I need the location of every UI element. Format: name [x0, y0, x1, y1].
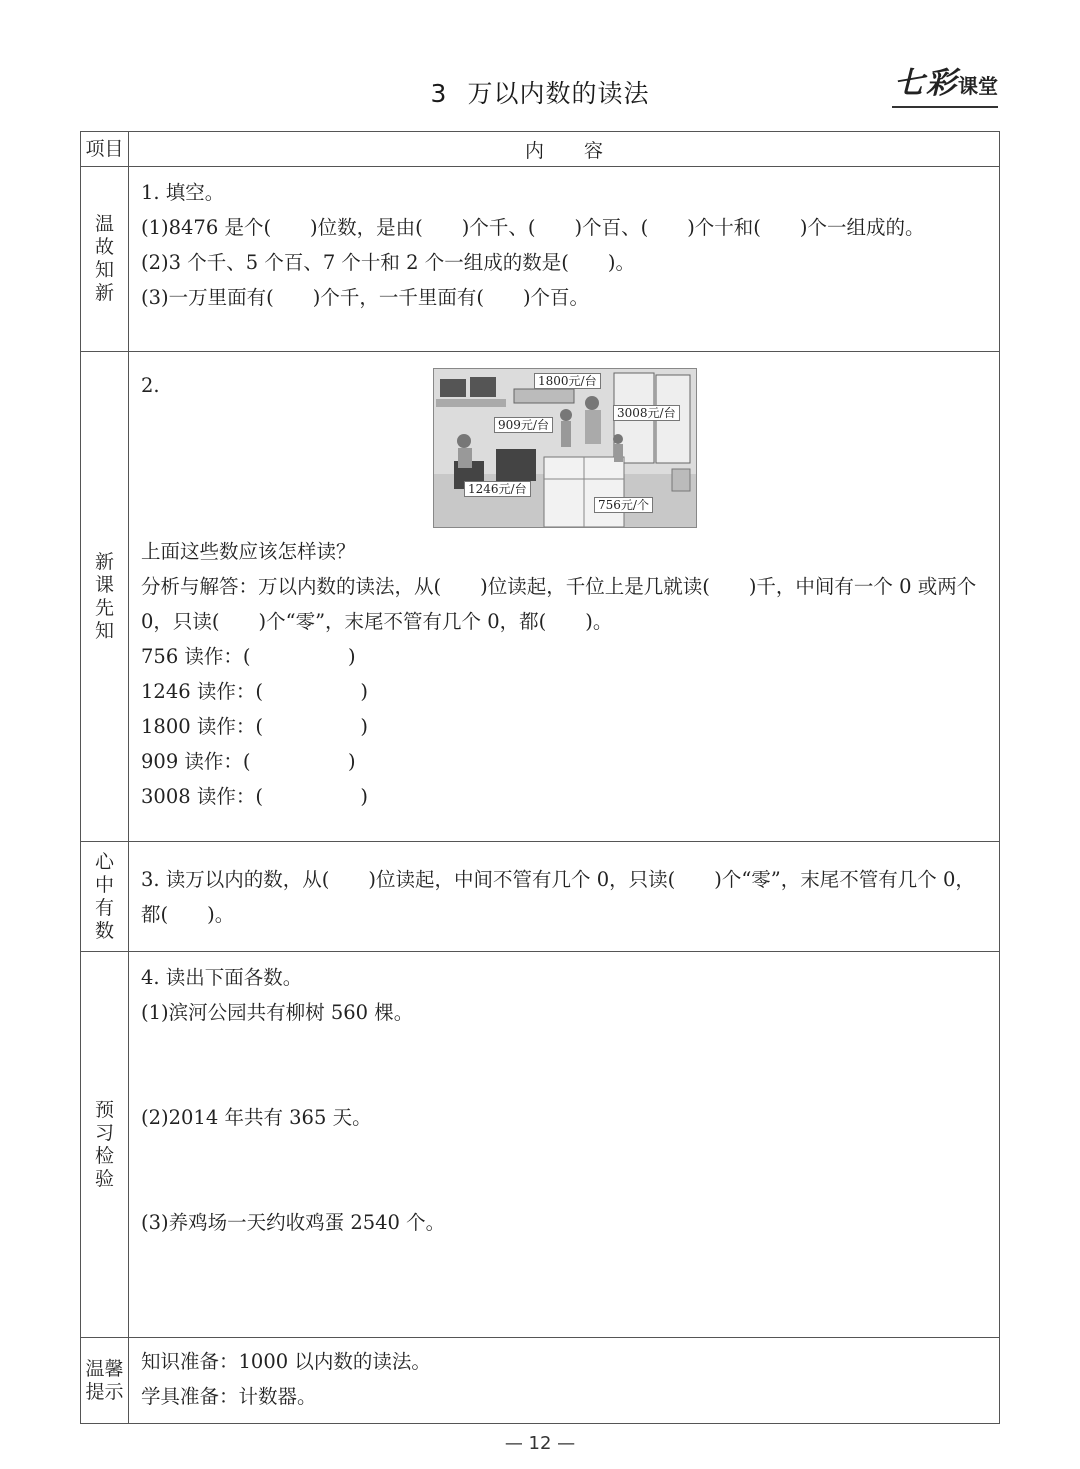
brand-main: 七彩 — [894, 66, 958, 101]
q2-analysis: 分析与解答：万以内数的读法，从( )位读起，千位上是几就读( )千，中间有一个 0 或两个 0，只读( )个“零”，末尾不管有几个 0，都( )。 — [141, 575, 977, 633]
price-label-3008: 3008元/台 — [613, 405, 680, 421]
read-1246: 1246 读作：( ) — [141, 680, 369, 703]
row-new-lesson: 新课先知 2. 1800元/台 3008元/台 909元/台 1246元/台 756元/个 上面这些数应该怎样读？ 分析与解答：万以内数的读法，从( )位读起，千位上是几就读( )千，中间有一个 0 或两个 0，只读( )个“零”，末尾不管有几个 0，都( )。 756 读作：( ) 1246 读作：( ) 1800 读作：( ) 909 读作：( ) 3008 读作：( ) — [81, 352, 1000, 842]
page-number: — 12 — — [504, 1433, 576, 1454]
q1-title: 1. 填空。 — [141, 181, 225, 204]
read-1800: 1800 读作：( ) — [141, 715, 369, 738]
read-909: 909 读作：( ) — [141, 750, 356, 773]
q4-part3: (3)养鸡场一天约收鸡蛋 2540 个。 — [141, 1211, 446, 1234]
read-3008: 3008 读作：( ) — [141, 785, 369, 808]
label-new-lesson: 新课先知 — [81, 352, 129, 842]
brand-sub: 课堂 — [958, 74, 998, 98]
brand-underline — [892, 106, 998, 108]
table-header-row — [81, 132, 1000, 167]
q4-part1: (1)滨河公园共有柳树 560 棵。 — [141, 1001, 414, 1024]
lesson-title: 万以内数的读法 — [467, 79, 650, 108]
q1-part2: (2)3 个千、5 个百、7 个十和 2 个一组成的数是( )。 — [141, 251, 635, 274]
lesson-number: 3 — [430, 79, 448, 108]
row-tips — [81, 1338, 1000, 1424]
q4-part2: (2)2014 年共有 365 天。 — [141, 1106, 372, 1129]
label-summary: 心中有数 — [81, 842, 129, 952]
price-label-1800: 1800元/台 — [534, 373, 601, 389]
q2-prompt: 上面这些数应该怎样读？ — [141, 540, 356, 563]
label-preview-check: 预习检验 — [81, 952, 129, 1338]
tip-knowledge: 知识准备：1000 以内数的读法。 — [141, 1350, 431, 1373]
row-summary — [81, 842, 1000, 952]
read-756: 756 读作：( ) — [141, 645, 356, 668]
label-review: 温故知新 — [81, 167, 129, 352]
price-label-756: 756元/个 — [594, 497, 653, 513]
q1-part1: (1)8476 是个( )位数，是由( )个千、( )个百、( )个十和( )个一组成的。 — [141, 216, 925, 239]
store-illustration — [433, 368, 697, 528]
header-content: 内容 — [129, 132, 1000, 167]
label-tips: 温馨提示 — [81, 1338, 129, 1424]
q1-part3: (3)一万里面有( )个千，一千里面有( )个百。 — [141, 286, 590, 309]
lesson-table — [80, 131, 1000, 1424]
tip-tools: 学具准备：计数器。 — [141, 1385, 317, 1408]
q4-title: 4. 读出下面各数。 — [141, 966, 303, 989]
row-review — [81, 167, 1000, 352]
price-label-909: 909元/台 — [494, 417, 553, 433]
brand-logo — [894, 58, 998, 102]
header-item: 项目 — [81, 132, 129, 167]
q3-text: 3. 读万以内的数，从( )位读起，中间不管有几个 0，只读( )个“零”，末尾不管有几个 0，都( )。 — [141, 867, 975, 926]
price-label-1246: 1246元/台 — [464, 481, 531, 497]
row-preview-check — [81, 952, 1000, 1338]
store-scene-image — [434, 369, 696, 527]
